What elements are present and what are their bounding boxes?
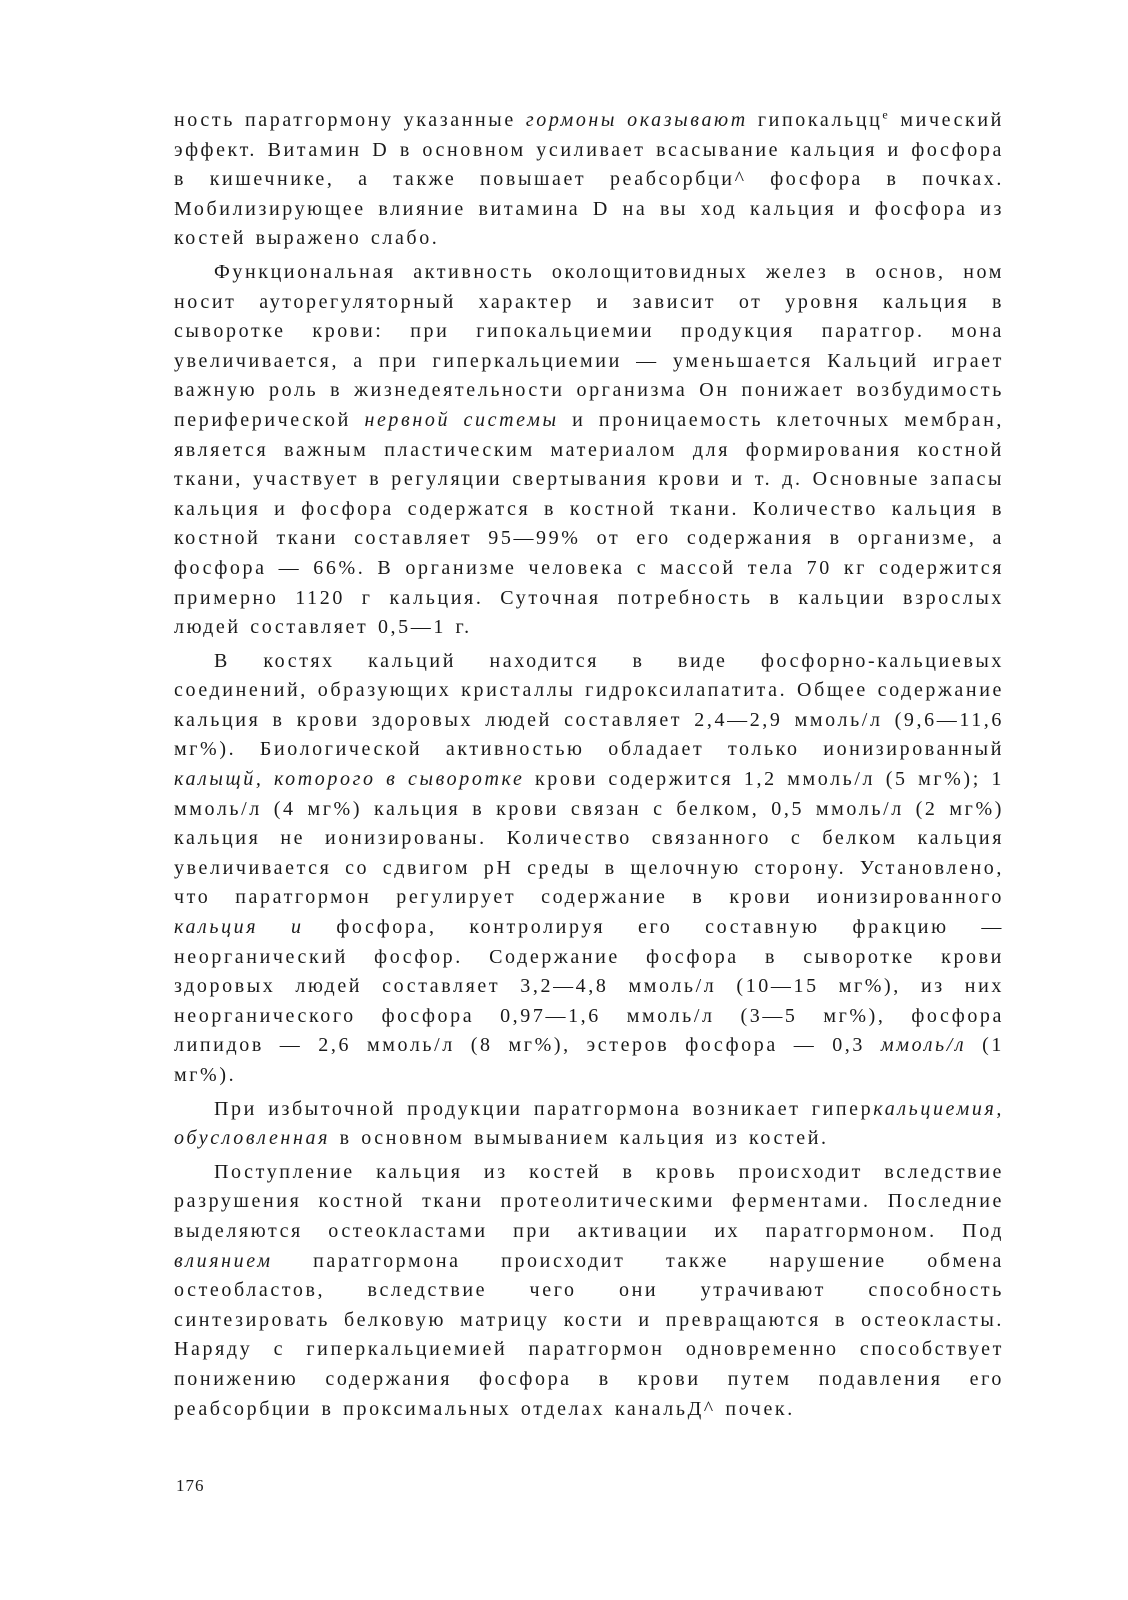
- italic-run: кальция и: [174, 916, 304, 939]
- text-run: фосфора, контролируя его составную фракцию — неорганический фосфор. Содержание фосфора в сыворотке крови здоровых людей составляет 3,2—4,8 ммоль/л (10—15 мг%), из них неорганического фосфора 0,97—1,6 ммоль/л (3—5 мг%), фосфора липидов — 2,6 ммоль/л (8 мг%), эстеров фосфора — 0,3: [174, 916, 1004, 1057]
- italic-run: нервной системы: [364, 408, 559, 431]
- text-run: При избыточной продукции паратгормона возникает гипер: [214, 1097, 874, 1120]
- page-number: 176: [176, 1476, 205, 1495]
- paragraph: [174, 647, 1004, 1091]
- text-run: и проницаемость клеточных мембран, является важным пластическим материалом для формирования костной ткани, участвует в регуляции свертывания крови и т. д. Основные запасы кальция и фосфора содержатся в костной ткани. Количество кальция в костной ткани составляет 95—99% от его содержания в организме, а фосфора — 66%. В организме человека с массой тела 70 кг содержится примерно 1120 г кальция. Суточная потребность в кальции взрослых людей составляет 0,5—1 г.: [174, 408, 1005, 639]
- text-run: Функциональная активность околощитовидных желез в основ, ном носит ауторегуляторный характер и зависит от уровня кальция в сыворотке крови: при гипокальциемии продукция паратгор. мона увеличивается, а при гиперкальциемии — уменьшается Кальций играет важную роль в жизнедеятельности организма Он понижает возбудимость периферической: [174, 260, 1004, 431]
- superscript-run: е: [882, 107, 891, 122]
- text-run: в основном вымыванием кальция из костей.: [329, 1127, 829, 1150]
- paragraph: [174, 258, 1004, 643]
- paragraph: [174, 1095, 1004, 1154]
- text-run: мический эффект. Витамин D в основном усиливает всасывание кальция и фосфора в кишечнике, а также повышает реабсорбци^ фосфора в почках. Мобилизирующее влияние витамина D на вы ход кальция и фосфора из костей выражено слабо.: [174, 109, 1004, 250]
- page-body: [174, 106, 1004, 1424]
- text-run: крови содержится 1,2 ммоль/л (5 мг%); 1 ммоль/л (4 мг%) кальция в крови связан с белком, 0,5 ммоль/л (2 мг%) кальция не ионизированы. Количество связанного с белком кальция увеличивается со сдвигом pH среды в щелочную сторону. Установлено, что паратгормон регулирует содержание в крови ионизированного: [174, 768, 1005, 909]
- text-run: Поступление кальция из костей в кровь происходит вследствие разрушения костной ткани протеолитическими ферментами. Последние выделяются остеокластами при активации их паратгормоном. Под: [174, 1160, 1004, 1242]
- paragraph: [174, 106, 1004, 254]
- text-run: ность паратгормону указанные: [174, 109, 526, 131]
- italic-run: гормоны оказывают: [525, 109, 748, 131]
- italic-run: влиянием: [174, 1249, 273, 1272]
- text-run: гипокальцц: [747, 109, 883, 131]
- text-run: В костях кальций находится в виде фосфорно-кальциевых соединений, образующих кристаллы гидроксилапатита. Общее содержание кальция в крови здоровых людей составляет 2,4—2,9 ммоль/л (9,6—11,6 мг%). Биологической активностью обладает только ионизированный: [174, 649, 1004, 761]
- paragraph: [174, 1158, 1004, 1424]
- italic-run: кальциемия, обусловленная: [174, 1097, 1004, 1150]
- text-run: (1 мг%).: [174, 1034, 1004, 1086]
- italic-run: калыщй, которого в сыворотке: [174, 768, 525, 791]
- text-run: паратгормона происходит также нарушение обмена остеобластов, вследствие чего они утрачивают способность синтезировать белковую матрицу кости и превращаются в остеокласты. Наряду с гиперкальциемией паратгормон одновременно способствует понижению содержания фосфора в крови путем подавления его реабсорбции в проксимальных отделах канальД^ почек.: [174, 1249, 1004, 1420]
- italic-run: ммоль/л: [880, 1034, 967, 1057]
